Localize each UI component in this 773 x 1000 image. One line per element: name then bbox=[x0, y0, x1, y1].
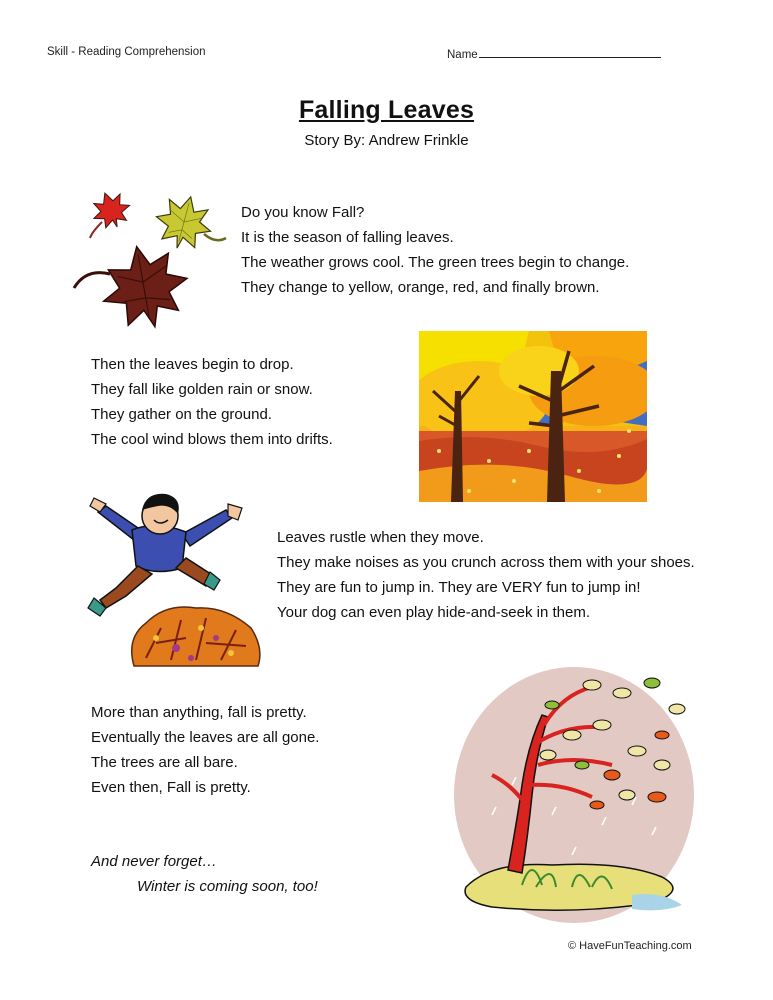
paragraph-4 bbox=[91, 700, 319, 800]
closing-note bbox=[91, 849, 318, 899]
paragraph-line: The trees are all bare. bbox=[91, 754, 238, 771]
byline: Story By: Andrew Frinkle bbox=[304, 132, 469, 149]
paragraph-line: Leaves rustle when they move. bbox=[277, 529, 484, 546]
name-blank-line bbox=[479, 46, 661, 58]
paragraph-line: Eventually the leaves are all gone. bbox=[91, 729, 320, 746]
paragraph-line: The cool wind blows them into drifts. bbox=[91, 431, 333, 448]
paragraph-line: Even then, Fall is pretty. bbox=[91, 779, 251, 796]
name-field bbox=[447, 46, 661, 61]
name-label: Name bbox=[447, 49, 478, 61]
paragraph-line: More than anything, fall is pretty. bbox=[91, 704, 307, 721]
page-title: Falling Leaves bbox=[298, 96, 475, 124]
copyright-footer: © HaveFunTeaching.com bbox=[568, 940, 692, 952]
leaves-illustration bbox=[66, 188, 231, 330]
paragraph-line: They make noises as you crunch across them with your shoes. bbox=[277, 554, 695, 571]
paragraph-line: Do you know Fall? bbox=[241, 204, 365, 221]
paragraph-line: Your dog can even play hide-and-seek in them. bbox=[277, 604, 590, 621]
paragraph-line: Winter is coming soon, too! bbox=[137, 878, 318, 895]
windy-tree-illustration bbox=[452, 665, 696, 925]
paragraph-1 bbox=[241, 200, 629, 300]
paragraph-3 bbox=[277, 525, 695, 625]
autumn-forest-illustration bbox=[419, 331, 647, 502]
paragraph-2 bbox=[91, 352, 333, 452]
paragraph-line: And never forget… bbox=[91, 853, 217, 870]
paragraph-line: It is the season of falling leaves. bbox=[241, 229, 454, 246]
paragraph-line: They gather on the ground. bbox=[91, 406, 272, 423]
paragraph-line: They fall like golden rain or snow. bbox=[91, 381, 313, 398]
boy-jumping-illustration bbox=[86, 488, 266, 668]
skill-label: Skill - Reading Comprehension bbox=[47, 46, 206, 58]
paragraph-line: They are fun to jump in. They are VERY fun to jump in! bbox=[277, 579, 641, 596]
paragraph-line: The weather grows cool. The green trees begin to change. bbox=[241, 254, 630, 271]
paragraph-line: They change to yellow, orange, red, and finally brown. bbox=[241, 279, 600, 296]
paragraph-line: Then the leaves begin to drop. bbox=[91, 356, 294, 373]
